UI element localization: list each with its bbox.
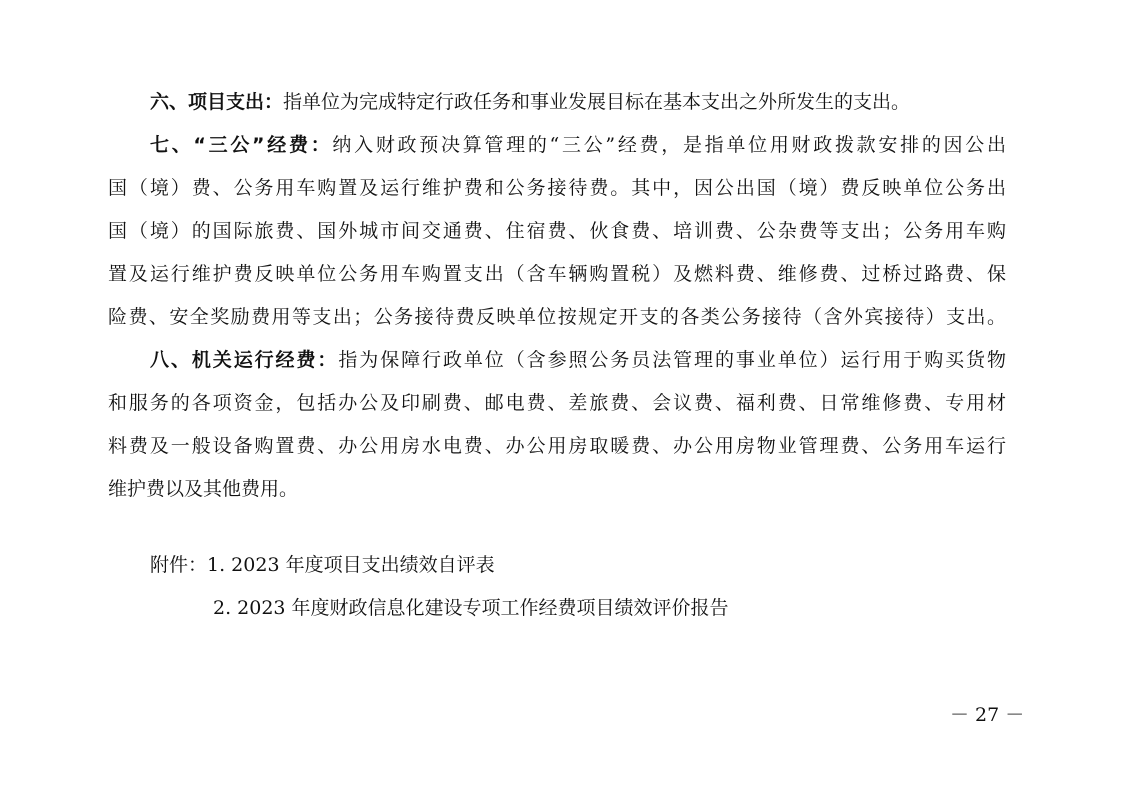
heading-operating-expenses: 八、机关运行经费 (150, 349, 318, 371)
body-line: 和服务的各项资金，包括办公及印刷费、邮电费、差旅费、会议费、福利费、日常维修费、专用材 (108, 392, 1006, 414)
paragraph-operating-expenses (150, 348, 1006, 372)
paragraph-project-expenditure (150, 90, 1006, 114)
heading-project-expenditure: 六、项目支出 (150, 91, 265, 113)
attachment-item (150, 553, 1006, 577)
attachment-title: 1. 2023 年度项目支出绩效自评表 (207, 554, 495, 576)
attachment-item: 2. 2023 年度财政信息化建设专项工作经费项目绩效评价报告 (213, 597, 729, 619)
body-line: 国（境）的国际旅费、国外城市间交通费、住宿费、伙食费、培训费、公杂费等支出；公务用车购 (108, 220, 1006, 242)
body-line: 国（境）费、公务用车购置及运行维护费和公务接待费。其中，因公出国（境）费反映单位公务出 (108, 177, 1006, 199)
heading-colon: ： (317, 349, 339, 371)
heading-colon: ： (310, 134, 333, 156)
heading-three-public-expenses: 七、“三公”经费 (150, 134, 311, 156)
body-line: 维护费以及其他费用。 (108, 478, 299, 500)
body-text: 纳入财政预决算管理的“三公”经费，是指单位用财政拨款安排的因公出 (332, 134, 1006, 156)
body-line: 料费及一般设备购置费、办公用房水电费、办公用房取暖费、办公用房物业管理费、公务用车运行 (108, 435, 1006, 457)
body-text: 指为保障行政单位（含参照公务员法管理的事业单位）运行用于购买货物 (338, 349, 1006, 371)
body-line: 险费、安全奖励费用等支出；公务接待费反映单位按规定开支的各类公务接待（含外宾接待）支出。 (108, 306, 1006, 328)
page-number: － 27 － (950, 704, 1025, 726)
paragraph-three-public-expenses (150, 133, 1006, 157)
body-line: 置及运行维护费反映单位公务用车购置支出（含车辆购置税）及燃料费、维修费、过桥过路费、保 (108, 263, 1006, 285)
body-text: 指单位为完成特定行政任务和事业发展目标在基本支出之外所发生的支出。 (283, 91, 911, 113)
attachment-label: 附件： (150, 554, 208, 576)
heading-colon: ： (264, 91, 284, 113)
